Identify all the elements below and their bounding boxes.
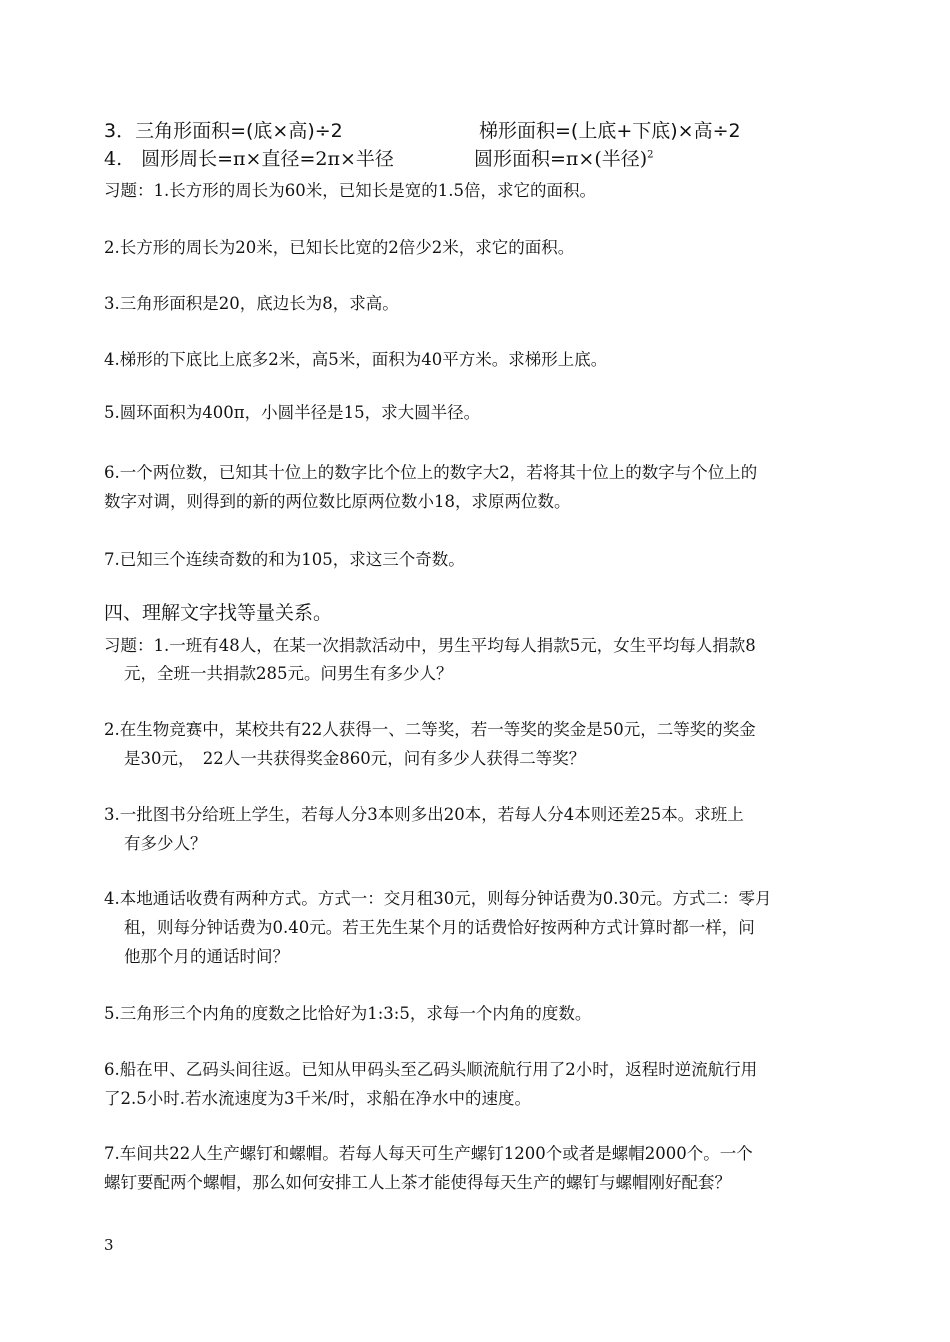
exercise-b-2-line2: 是30元， 22人一共获得奖金860元，问有多少人获得二等奖？ [124,749,586,768]
exercise-a-4: 4.梯形的下底比上底多2米，高5米，面积为40平方米。求梯形上底。 [104,350,608,369]
exercise-b-3-line1: 3.一批图书分给班上学生，若每人分3本则多出20本，若每人分4本则还差25本。求班上 [104,805,744,824]
exercise-b-1-line2: 元，全班一共捐款285元。问男生有多少人？ [124,664,453,683]
exercise-a-3: 3.三角形面积是20，底边长为8，求高。 [104,294,399,313]
exercise-a-2: 2.长方形的周长为20米，已知长比宽的2倍少2米，求它的面积。 [104,238,575,257]
exercise-b-3-line2: 有多少人？ [124,834,207,853]
formula-triangle-area: 3．三角形面积=(底×高)÷2 [104,120,343,142]
exercise-b-7-line1: 7.车间共22人生产螺钉和螺帽。若每人每天可生产螺钉1200个或者是螺帽2000个。一个 [104,1144,753,1163]
formula-circle-circumference: 4. 圆形周长=π×直径=2π×半径 [104,148,394,170]
exercise-b-2-line1: 2.在生物竞赛中，某校共有22人获得一、二等奖，若一等奖的奖金是50元，二等奖的奖金 [104,720,756,739]
exercise-b-6-line2: 了2.5小时.若水流速度为3千米/时，求船在净水中的速度。 [104,1089,532,1108]
exercise-b-4-line3: 他那个月的通话时间？ [124,947,289,966]
exercise-b-4-line2: 租，则每分钟话费为0.40元。若王先生某个月的话费恰好按两种方式计算时都一样，问 [124,918,755,937]
exercise-b-1-line1: 习题：1.一班有48人，在某一次捐款活动中，男生平均每人捐款5元，女生平均每人捐款8 [104,636,756,655]
exercise-b-7-line2: 螺钉要配两个螺帽，那么如何安排工人上茶才能使得每天生产的螺钉与螺帽刚好配套？ [104,1173,731,1192]
formula-circle-area-base: 圆形面积=π×(半径) [474,148,648,170]
exercise-b-4-line1: 4.本地通话收费有两种方式。方式一：交月租30元，则每分钟话费为0.30元。方式二：零月 [104,889,772,908]
page-number: 3 [104,1236,114,1254]
exercise-a-7: 7.已知三个连续奇数的和为105，求这三个奇数。 [104,550,465,569]
formula-circle-area [474,144,654,171]
exercise-b-5: 5.三角形三个内角的度数之比恰好为1:3:5，求每一个内角的度数。 [104,1004,592,1023]
section-4-heading: 四、理解文字找等量关系。 [104,602,333,624]
exercise-a-6-line2: 数字对调，则得到的新的两位数比原两位数小18，求原两位数。 [104,492,571,511]
exercise-a-5: 5.圆环面积为400π，小圆半径是15，求大圆半径。 [104,403,481,422]
exercise-a-1: 习题：1.长方形的周长为60米，已知长是宽的1.5倍，求它的面积。 [104,181,596,200]
exercise-a-6-line1: 6.一个两位数，已知其十位上的数字比个位上的数字大2，若将其十位上的数字与个位上的 [104,463,758,482]
formula-circle-area-exponent: 2 [647,149,654,161]
exercise-b-6-line1: 6.船在甲、乙码头间往返。已知从甲码头至乙码头顺流航行用了2小时，返程时逆流航行用 [104,1060,758,1079]
formula-trapezoid-area: 梯形面积=(上底+下底)×高÷2 [479,120,741,142]
